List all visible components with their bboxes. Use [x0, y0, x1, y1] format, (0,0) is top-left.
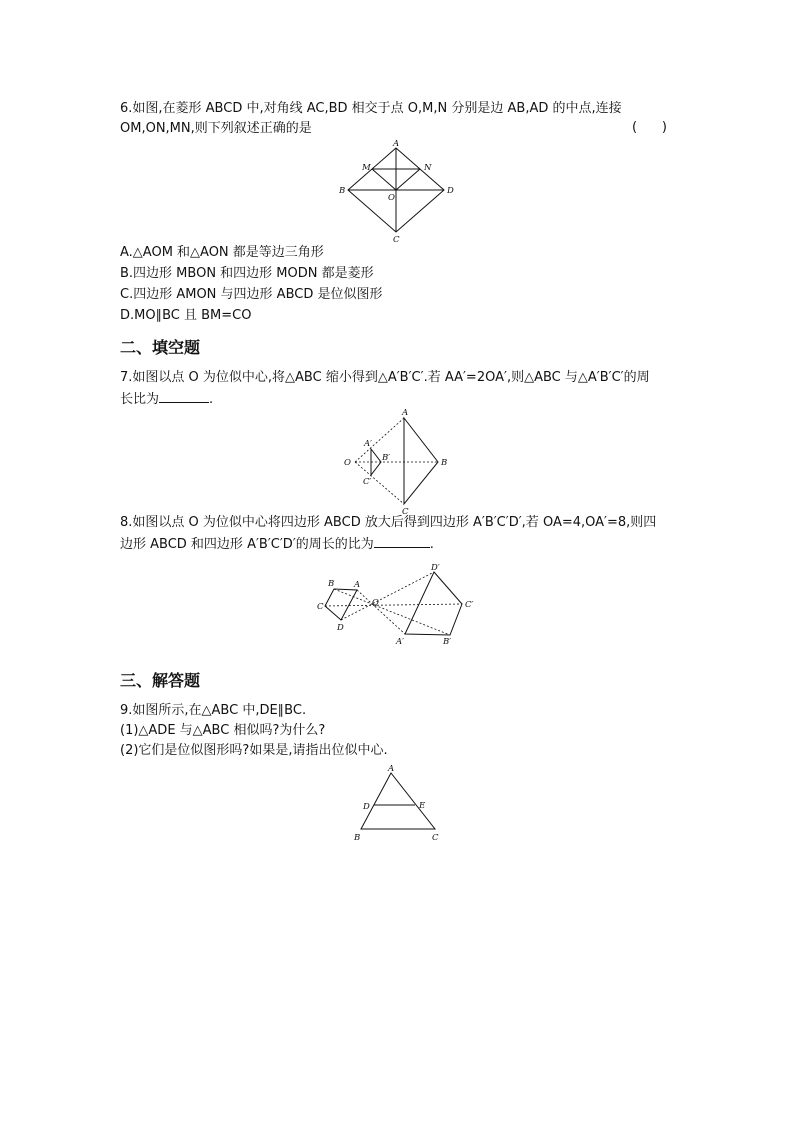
q6-label-d: D [447, 186, 454, 196]
q8-stem-line1: 8.如图以点 O 为位似中心将四边形 ABCD 放大后得到四边形 A′B′C′D′,若 OA=4,OA′=8,则四 [120, 515, 657, 530]
q6-label-c: C [393, 235, 400, 245]
q7-label-a: A [402, 408, 409, 418]
q6-label-b: B [339, 186, 346, 196]
q8-label-c1: C′ [465, 600, 474, 610]
q8-stem-line2-text: 边形 ABCD 和四边形 A′B′C′D′的周长的比为 [120, 537, 374, 552]
q6-option-a: A.△AOM 和△AON 都是等边三角形 [120, 245, 324, 260]
q6-label-a: A [393, 139, 400, 149]
q9-subquestion-2: (2)它们是位似图形吗?如果是,请指出位似中心. [120, 743, 388, 758]
q6-option-d: D.MO∥BC 且 BM=CO [120, 308, 252, 323]
q7-label-a1: A′ [364, 439, 373, 449]
q9-label-a: A [388, 764, 395, 774]
q7-answer-blank[interactable] [159, 390, 209, 403]
q6-label-m: M [362, 163, 371, 173]
q8-label-o: O [372, 598, 379, 608]
q6-label-o: O [388, 193, 395, 203]
q9-subquestion-1: (1)△ADE 与△ABC 相似吗?为什么? [120, 723, 326, 738]
q8-label-a1: A′ [396, 637, 405, 647]
q9-triangle-figure [345, 763, 455, 843]
q7-label-o: O [344, 458, 351, 468]
q6-answer-paren: ( ) [632, 120, 667, 135]
q9-label-b: B [354, 833, 361, 843]
q7-label-b1: B′ [382, 453, 391, 463]
q7-label-b: B [441, 458, 448, 468]
q9-stem-line1: 9.如图所示,在△ABC 中,DE∥BC. [120, 703, 307, 718]
q9-label-d: D [363, 802, 370, 812]
q8-stem-line2-end: . [429, 537, 434, 552]
q9-label-e: E [419, 801, 426, 811]
section3-title: 三、解答题 [120, 671, 201, 690]
q7-label-c1: C′ [363, 477, 372, 487]
q8-stem-line2 [120, 535, 434, 554]
q7-stem-line2-text: 长比为 [120, 392, 160, 407]
q8-label-b: B [328, 579, 335, 589]
q8-label-a: A [354, 580, 361, 590]
q8-label-d1: D′ [431, 563, 440, 573]
q6-option-c: C.四边形 AMON 与四边形 ABCD 是位似图形 [120, 287, 383, 302]
section2-title: 二、填空题 [120, 338, 201, 357]
q8-quadrilateral-figure [312, 562, 482, 652]
q7-stem-line2 [120, 390, 213, 409]
q7-triangle-figure [340, 408, 460, 517]
q6-option-b: B.四边形 MBON 和四边形 MODN 都是菱形 [120, 266, 374, 281]
q7-stem-line1: 7.如图以点 O 为位似中心,将△ABC 缩小得到△A′B′C′.若 AA′=2OA′,则△ABC 与△A′B′C′的周 [120, 370, 650, 385]
q6-stem-line1: 6.如图,在菱形 ABCD 中,对角线 AC,BD 相交于点 O,M,N 分别是边 AB,AD 的中点,连接 [120, 101, 622, 116]
q6-rhombus-figure [336, 139, 466, 245]
q8-label-c: C [317, 602, 324, 612]
q7-stem-line2-end: . [209, 392, 214, 407]
q8-label-b1: B′ [443, 637, 452, 647]
q6-label-n: N [424, 163, 432, 173]
q6-stem-line2: OM,ON,MN,则下列叙述正确的是 [120, 121, 312, 136]
q7-label-c: C [402, 507, 409, 517]
q9-label-c: C [432, 833, 439, 843]
q8-answer-blank[interactable] [374, 535, 430, 548]
q8-label-d: D [337, 623, 344, 633]
